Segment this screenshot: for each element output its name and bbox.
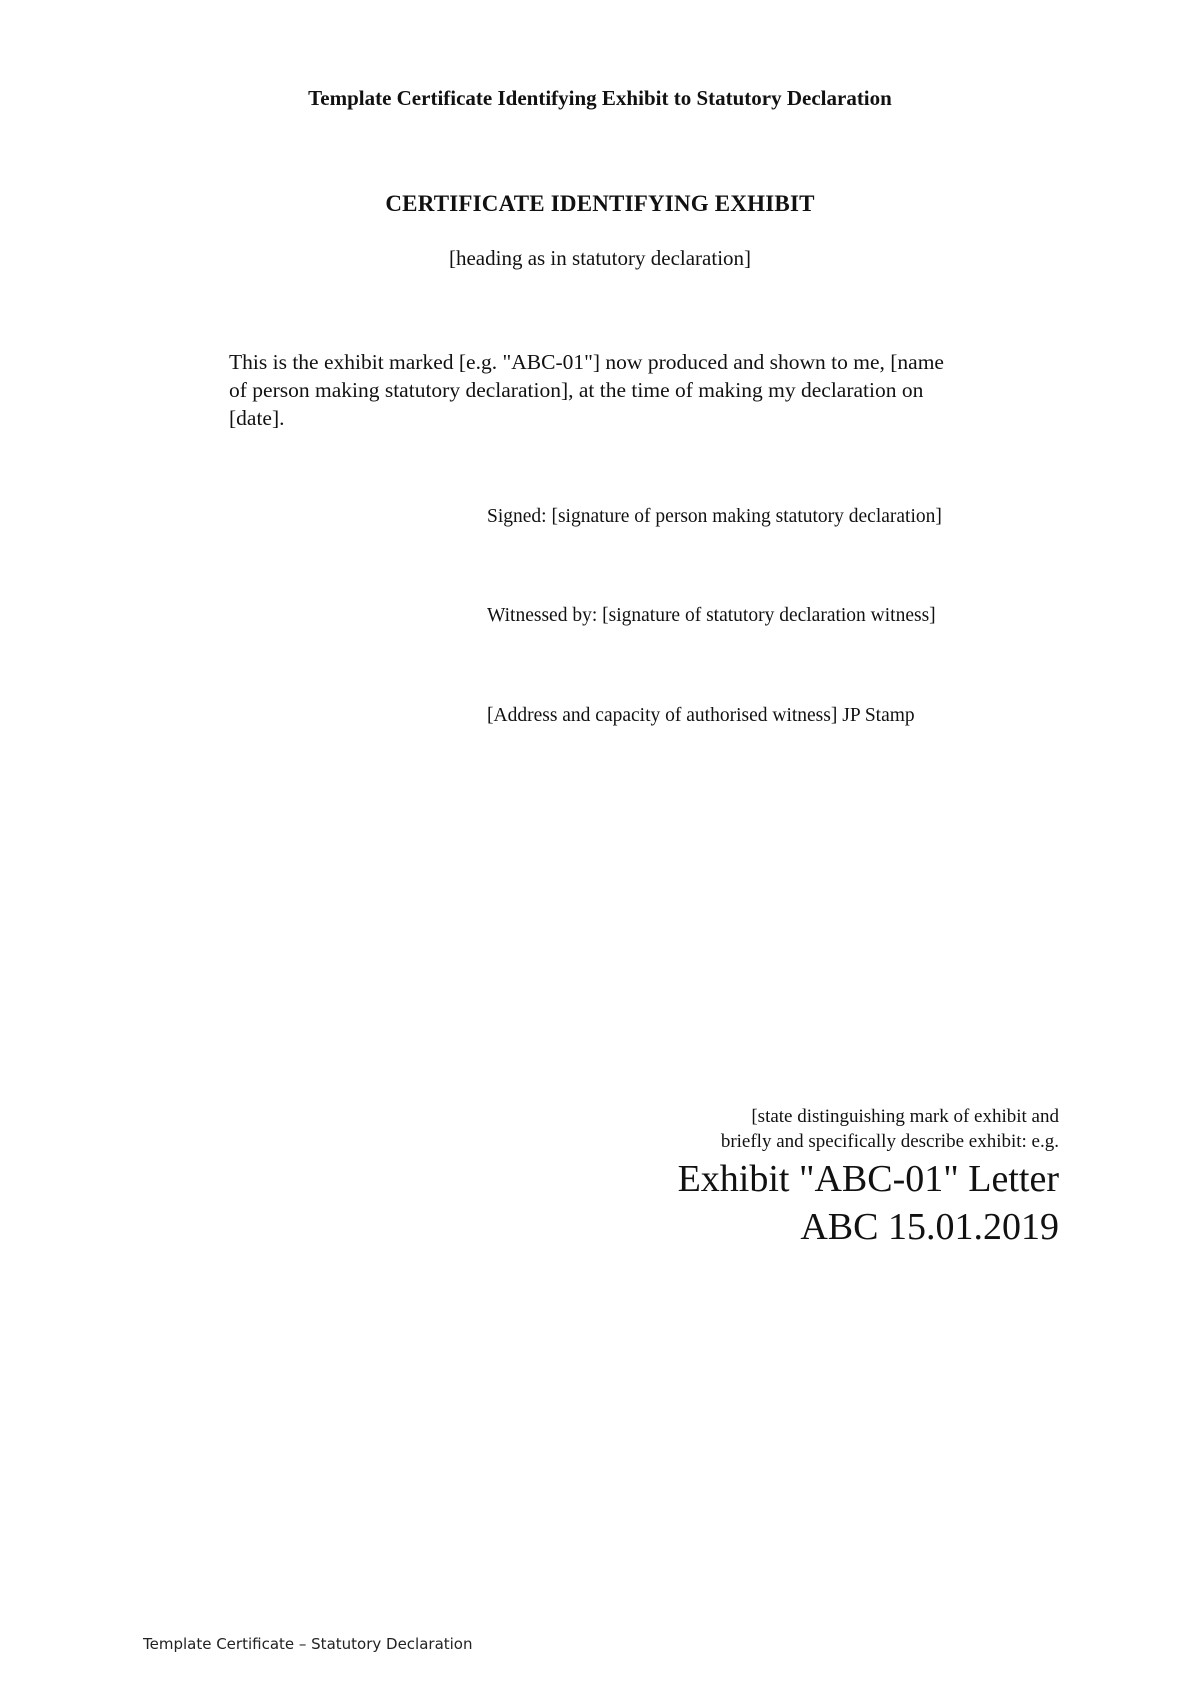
exhibit-label-line: ABC 15.01.2019 (800, 1206, 1059, 1248)
page-footer: Template Certificate – Statutory Declaration (143, 1635, 473, 1653)
exhibit-label-line: Exhibit "ABC-01" Letter (677, 1158, 1059, 1200)
exhibit-statement-line: of person making statutory declaration], at the time of making my declaration on (229, 378, 924, 402)
exhibit-statement-line: This is the exhibit marked [e.g. "ABC-01"] now produced and shown to me, [name (229, 350, 944, 374)
heading-note: [heading as in statutory declaration] (448, 246, 752, 270)
witnessed-line: Witnessed by: [signature of statutory declaration witness] (487, 605, 936, 626)
signed-line: Signed: [signature of person making statutory declaration] (487, 506, 942, 527)
document-title: Template Certificate Identifying Exhibit to Statutory Declaration (308, 86, 892, 110)
exhibit-statement (229, 348, 1059, 432)
certificate-heading: CERTIFICATE IDENTIFYING EXHIBIT (385, 191, 815, 216)
exhibit-statement-line: [date]. (229, 406, 285, 430)
witness-address-line: [Address and capacity of authorised witness] JP Stamp (487, 705, 915, 726)
exhibit-description (678, 1104, 1059, 1250)
exhibit-note-line: [state distinguishing mark of exhibit and (751, 1106, 1059, 1127)
exhibit-note-line: briefly and specifically describe exhibit: e.g. (720, 1131, 1059, 1152)
